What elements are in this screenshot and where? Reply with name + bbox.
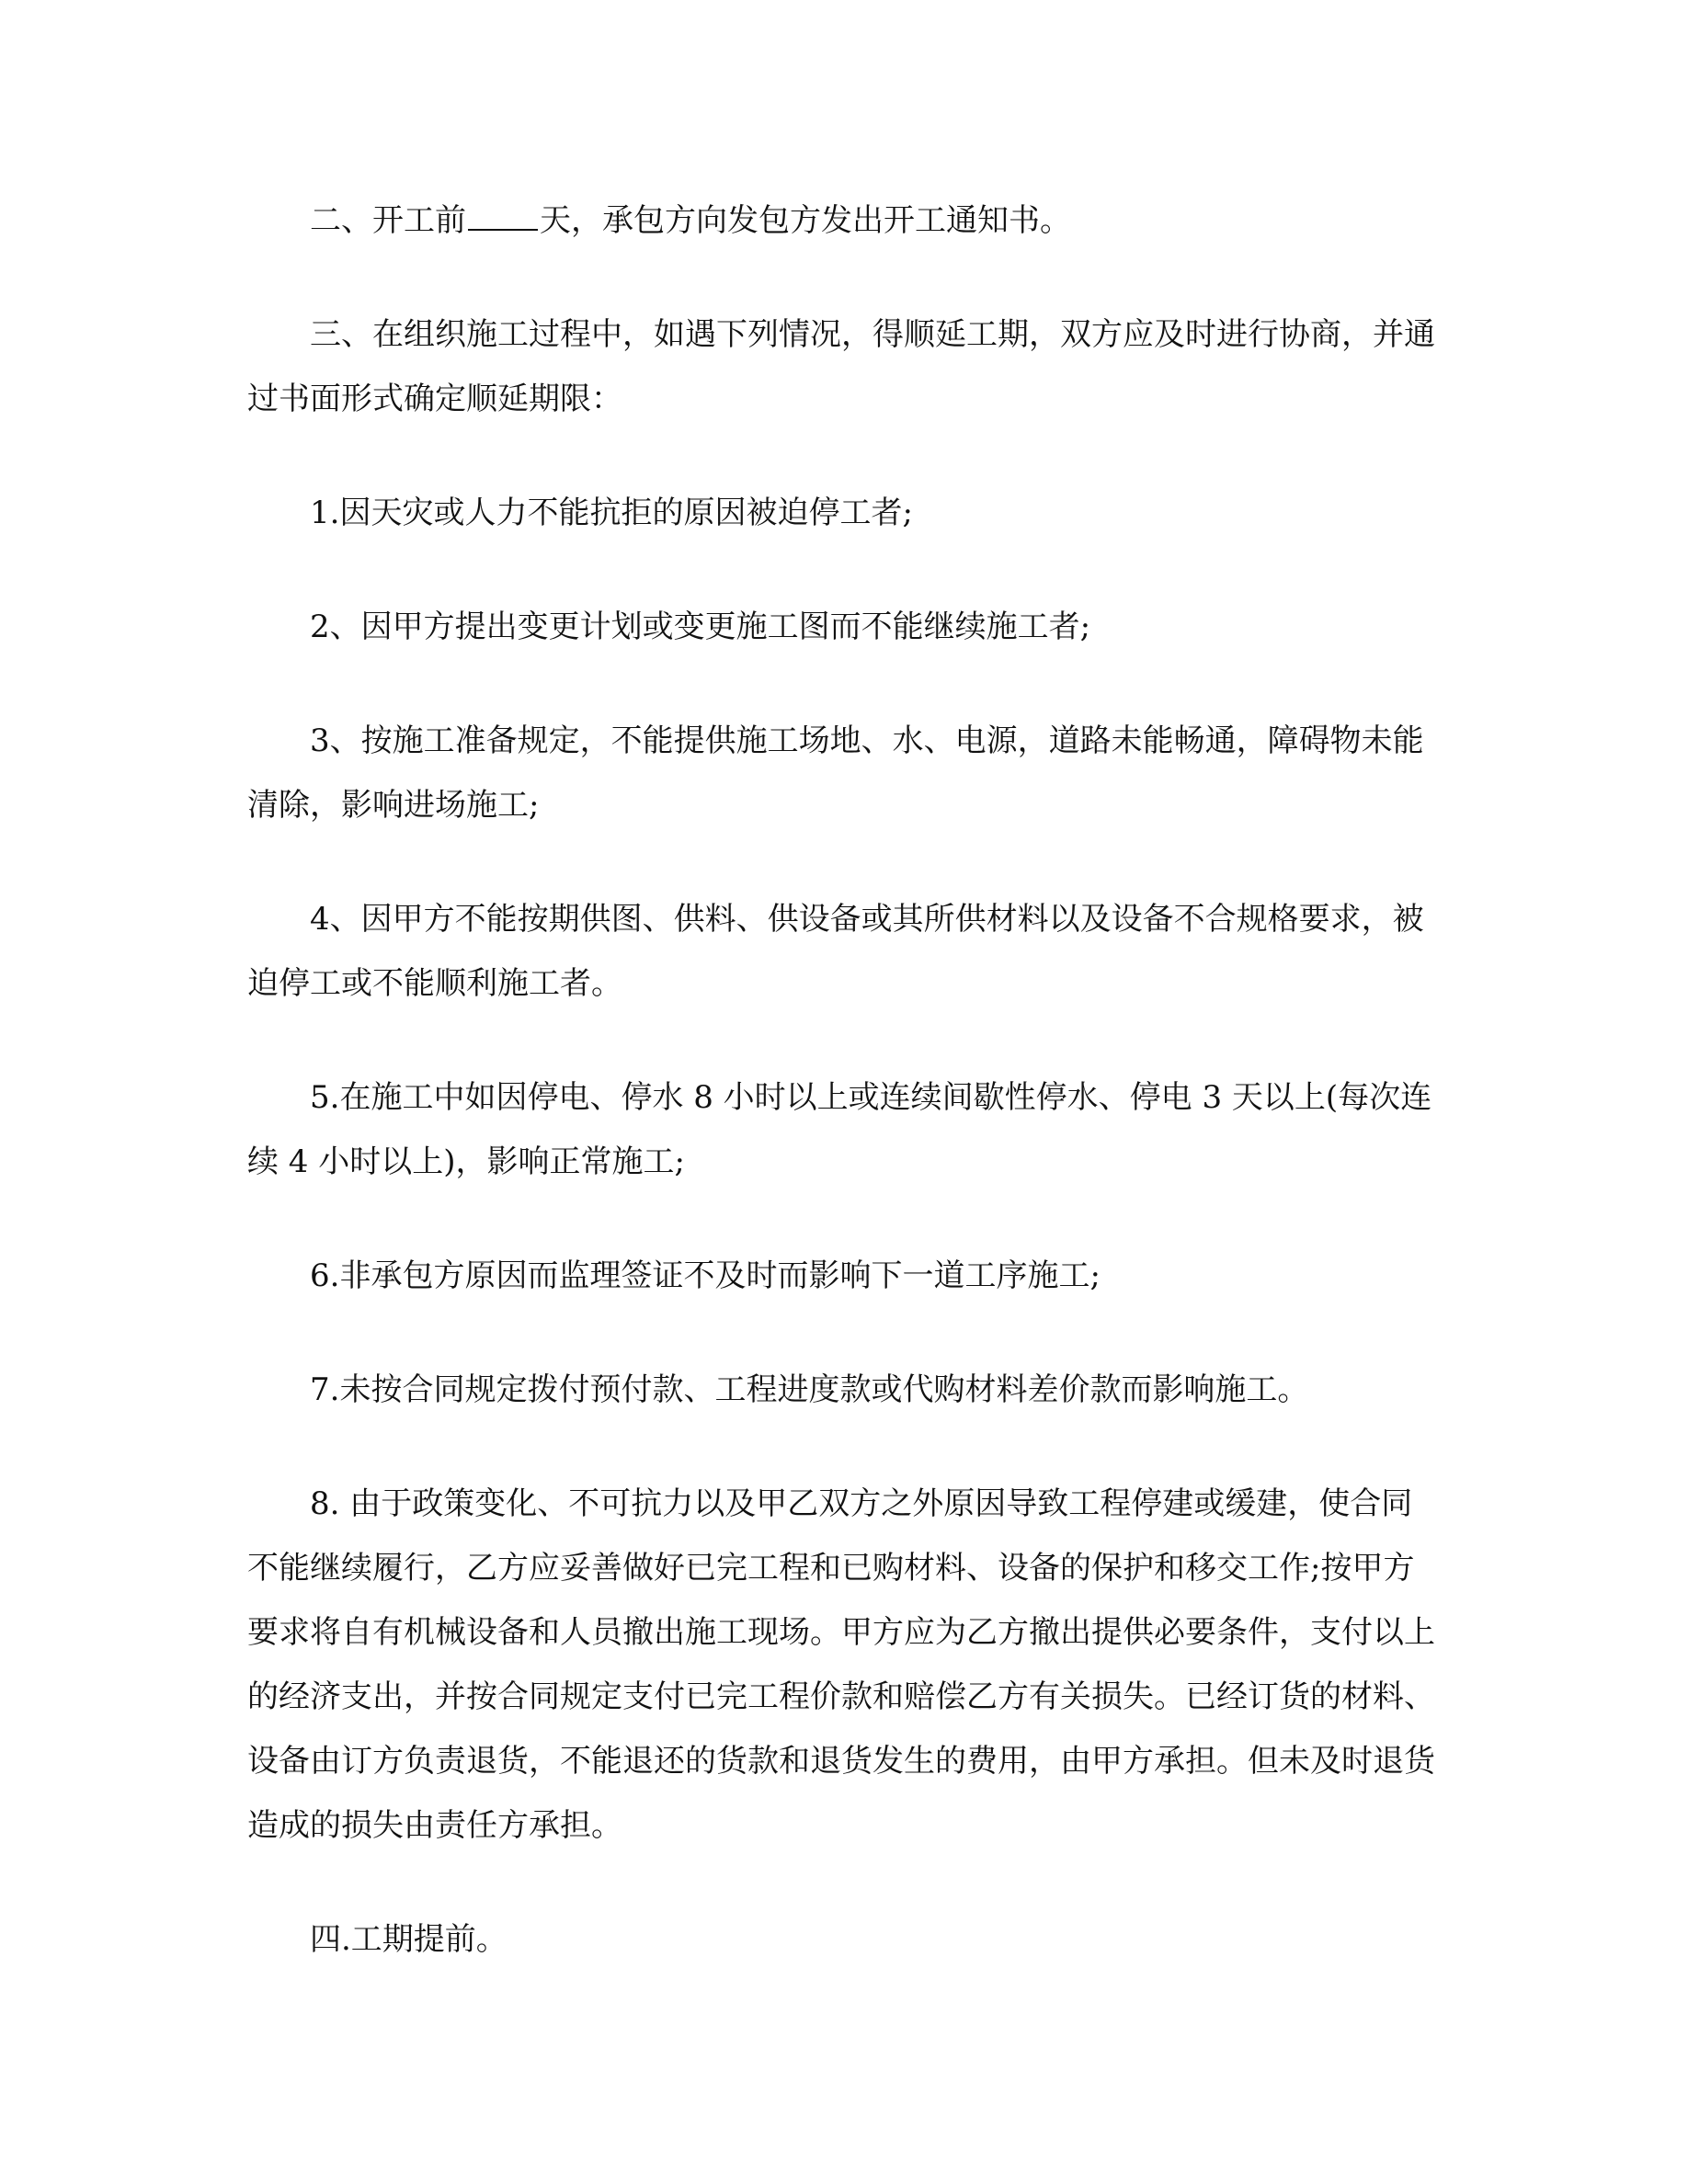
list-item-5: 5.在施工中如因停电、停水 8 小时以上或连续间歇性停水、停电 3 天以上(每次连续 4 小时以上)，影响正常施工; xyxy=(247,1079,1432,1180)
list-item-7: 7.未按合同规定拨付预付款、工程进度款或代购材料差价款而影响施工。 xyxy=(310,1371,1309,1408)
list-item-2: 2、因甲方提出变更计划或变更施工图而不能继续施工者; xyxy=(310,609,1091,645)
clause-two xyxy=(247,188,1443,253)
list-item-4: 4、因甲方不能按期供图、供料、供设备或其所供材料以及设备不合规格要求，被迫停工或不能顺利施工者。 xyxy=(247,901,1424,1002)
fill-in-blank xyxy=(468,201,538,231)
list-item-8: 8. 由于政策变化、不可抗力以及甲乙双方之外原因导致工程停建或缓建，使合同不能继续履行，乙方应妥善做好已完工程和已购材料、设备的保护和移交工作;按甲方要求将自有机械设备和人员撤出施工现场。甲方应为乙方撤出提供必要条件，支付以上的经济支出，并按合同规定支付已完工程价款和赔偿乙方有关损失。已经订货的材料、设备由订方负责退货，不能退还的货款和退货发生的费用，由甲方承担。但未及时退货造成的损失由责任方承担。 xyxy=(247,1485,1435,1844)
clause-two-prefix: 二、开工前 xyxy=(310,202,466,239)
list-item-6: 6.非承包方原因而监理签证不及时而影响下一道工序施工; xyxy=(310,1257,1101,1294)
list-item-1: 1.因天灾或人力不能抗拒的原因被迫停工者; xyxy=(310,495,913,531)
clause-four: 四.工期提前。 xyxy=(310,1921,508,1958)
clause-three: 三、在组织施工过程中，如遇下列情况，得顺延工期，双方应及时进行协商，并通过书面形式确定顺延期限： xyxy=(247,316,1435,417)
document-body xyxy=(247,188,1443,2021)
list-item-3: 3、按施工准备规定，不能提供施工场地、水、电源，道路未能畅通，障碍物未能清除，影响进场施工; xyxy=(247,722,1424,824)
clause-two-suffix: 天，承包方向发包方发出开工通知书。 xyxy=(540,202,1071,239)
